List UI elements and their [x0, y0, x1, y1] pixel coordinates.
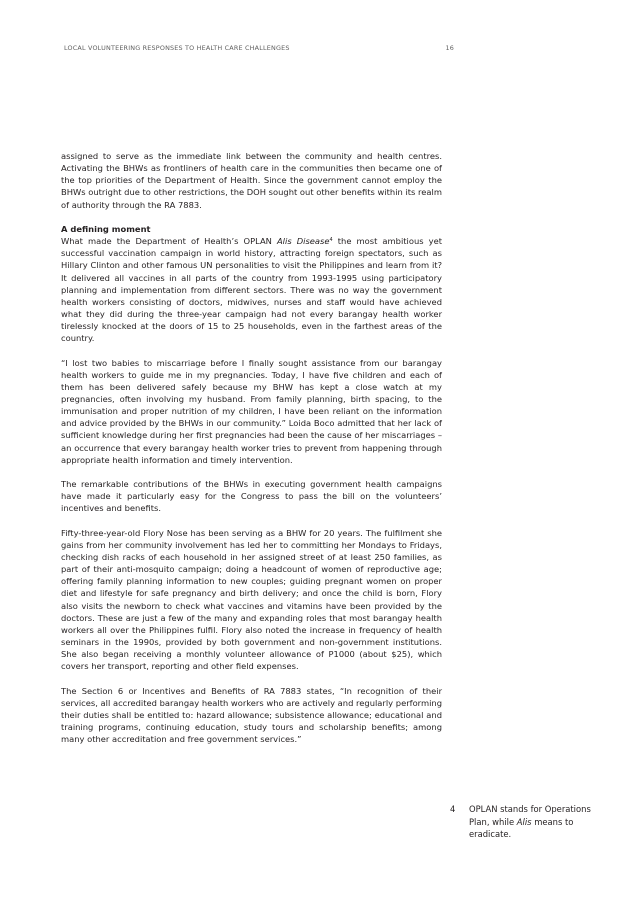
page-number: 16 [445, 44, 454, 52]
paragraph-testimony: “I lost two babies to miscarriage before I finally sought assistance from our barangay health workers to guide me in my pregnancies. Today, I have five children and each of them has been delivered safely because my BHW has kept a close watch at my pregnancies, often involving my husband. From family planning, birth spacing, to the immunisation and proper nutrition of my children, I have been reliant on the information and advice provided by the BHWs in our community.” Loida Boco admitted that her lack of sufficient knowledge during her first pregnancies had been the cause of her miscarriages – an occurrence that every barangay health worker tries to prevent from happening through appropriate health information and timely intervention. [61, 357, 442, 465]
section-heading: A defining moment [61, 223, 151, 234]
paragraph-intro: assigned to serve as the immediate link between the community and health centres. Activating the BHWs as frontliners of health care in the communities then became one of the top priorities of the Department of Health. Since the government cannot employ the BHWs outright due to other restrictions, the DOH sought out other benefits within its realm of authority through the RA 7883. [61, 151, 442, 210]
footnote-text-start: OPLAN stands for Operations Plan, while [469, 804, 591, 827]
paragraph-oplan [61, 235, 442, 344]
paragraph-oplan-rest: the most ambitious yet successful vaccination campaign in world history, attracting foreign spectators, such as Hillary Clinton and other famous UN personalities to visit the Philippines and learn from it? It delivered all vaccines in all parts of the country from 1993-1995 using participatory planning and implementation from different sectors. There was no way the government health workers consisting of doctors, midwives, nurses and staff would have achieved what they did during the three-year campaign had not every barangay health worker tirelessly knocked at the doors of 15 to 25 households, even in the farthest areas of the country. [61, 236, 442, 344]
footnote-marker: 4 [329, 237, 333, 244]
header-title: LOCAL VOLUNTEERING RESPONSES TO HEALTH CARE CHALLENGES [64, 44, 290, 52]
footnote-text-end: means to eradicate. [469, 816, 574, 840]
paragraph-flory: Fifty-three-year-old Flory Nose has been serving as a BHW for 20 years. The fulfilment she gains from her community involvement has led her to committing her Mondays to Fridays, checking dish racks of each household in her assigned street of at least 250 families, as part of their anti-mosquito campaign; doing a headcount of women of reproductive age; offering family planning information to new couples; guiding pregnant women on proper diet and lifestyle for safe pregnancy and birth delivery; and once the child is born, Flory also visits the newborn to check what vaccines and vitamins have been provided by the doctors. These are just a few of the many and expanding roles that most barangay health workers all over the Philippines fulfil. Flory also noted the increase in frequency of health seminars in the 1990s, provided by both government and non-government institutions. She also began receiving a monthly volunteer allowance of P1000 (about $25), which covers her transport, reporting and other field expenses. [61, 527, 442, 672]
main-text-column [61, 150, 442, 745]
footnote-number: 4 [450, 804, 456, 814]
paragraph-oplan-start: What made the Department of Health’s OPLAN [61, 236, 277, 247]
paragraph-contributions: The remarkable contributions of the BHWs in executing government health campaigns have made it particularly easy for the Congress to pass the bill on the volunteers’ incentives and benefits. [61, 479, 442, 514]
campaign-name: Alis Disease [276, 236, 330, 247]
running-header [64, 44, 454, 56]
footnote-text [469, 803, 593, 841]
paragraph-section-6: The Section 6 or Incentives and Benefits of RA 7883 states, “In recognition of their services, all accredited barangay health workers who are actively and regularly performing their duties shall be entitled to: hazard allowance; subsistence allowance; educational and training programs, continuing education, study tours and scholarship benefits; among many other accreditation and free government services.” [61, 685, 442, 745]
footnote-italic-word: Alis [516, 816, 532, 827]
